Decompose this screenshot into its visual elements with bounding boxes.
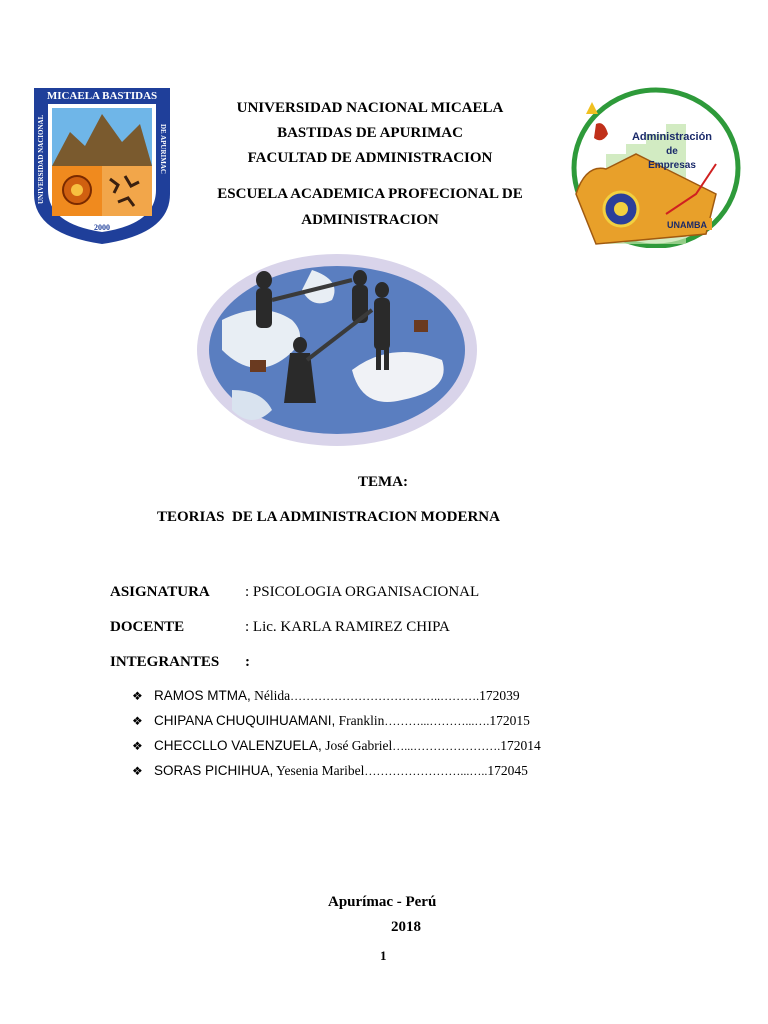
school-name-cont: ADMINISTRACION — [301, 212, 439, 228]
seal-right-text: DE APURIMAC — [159, 124, 167, 174]
asignatura-label: ASIGNATURA — [110, 584, 210, 600]
diamond-bullet-icon: ❖ — [132, 714, 143, 728]
seal-left-text: UNIVERSIDAD NACIONAL — [37, 114, 45, 204]
member-code: 172015 — [489, 713, 530, 728]
school-name: ESCUELA ACADEMICA PROFECIONAL DE — [217, 186, 523, 202]
list-item: ❖ CHIPANA CHUQUIHUAMANI, Franklin………...………...….172015 — [132, 713, 530, 728]
faculty-logo-line3: Empresas — [648, 160, 696, 171]
page-number: 1 — [380, 948, 387, 963]
list-item: ❖ CHECCLLO VALENZUELA, José Gabriel…...………………….172014 — [132, 738, 541, 753]
diamond-bullet-icon: ❖ — [132, 739, 143, 753]
seal-top-text: MICAELA BASTIDAS — [46, 90, 158, 102]
faculty-logo — [566, 84, 742, 248]
member-code: 172045 — [487, 763, 528, 778]
list-item: ❖ RAMOS MTMA, Nélida………………………………..……….172039 — [132, 688, 520, 703]
globe-people-illustration — [192, 250, 482, 450]
list-item: ❖ SORAS PICHIHUA, Yesenia Maribel……………………...…..172045 — [132, 763, 528, 778]
diamond-bullet-icon: ❖ — [132, 764, 143, 778]
faculty-logo-line2: de — [666, 146, 678, 157]
docente-label: DOCENTE — [110, 619, 185, 635]
member-code: 172014 — [500, 738, 541, 753]
footer-place: Apurímac - Perú — [328, 894, 437, 910]
university-seal-logo — [30, 84, 174, 246]
university-location: BASTIDAS DE APURIMAC — [277, 125, 463, 141]
integrantes-label: INTEGRANTES — [110, 654, 220, 670]
university-name: UNIVERSIDAD NACIONAL MICAELA — [236, 100, 504, 116]
tema-title: TEORIAS DE LA ADMINISTRACION MODERNA — [157, 509, 500, 525]
faculty-name: FACULTAD DE ADMINISTRACION — [247, 150, 493, 166]
footer-year: 2018 — [391, 919, 421, 935]
member-code: 172039 — [479, 688, 520, 703]
integrantes-colon: : — [245, 654, 250, 670]
tema-label: TEMA: — [358, 474, 408, 490]
diamond-bullet-icon: ❖ — [132, 689, 143, 703]
seal-year-text: 2000 — [94, 223, 110, 232]
faculty-logo-badge: UNAMBA — [667, 220, 707, 230]
asignatura-value: : PSICOLOGIA ORGANISACIONAL — [245, 584, 480, 600]
docente-value: : Lic. KARLA RAMIREZ CHIPA — [245, 619, 450, 635]
faculty-logo-line1: Administración — [631, 131, 713, 143]
